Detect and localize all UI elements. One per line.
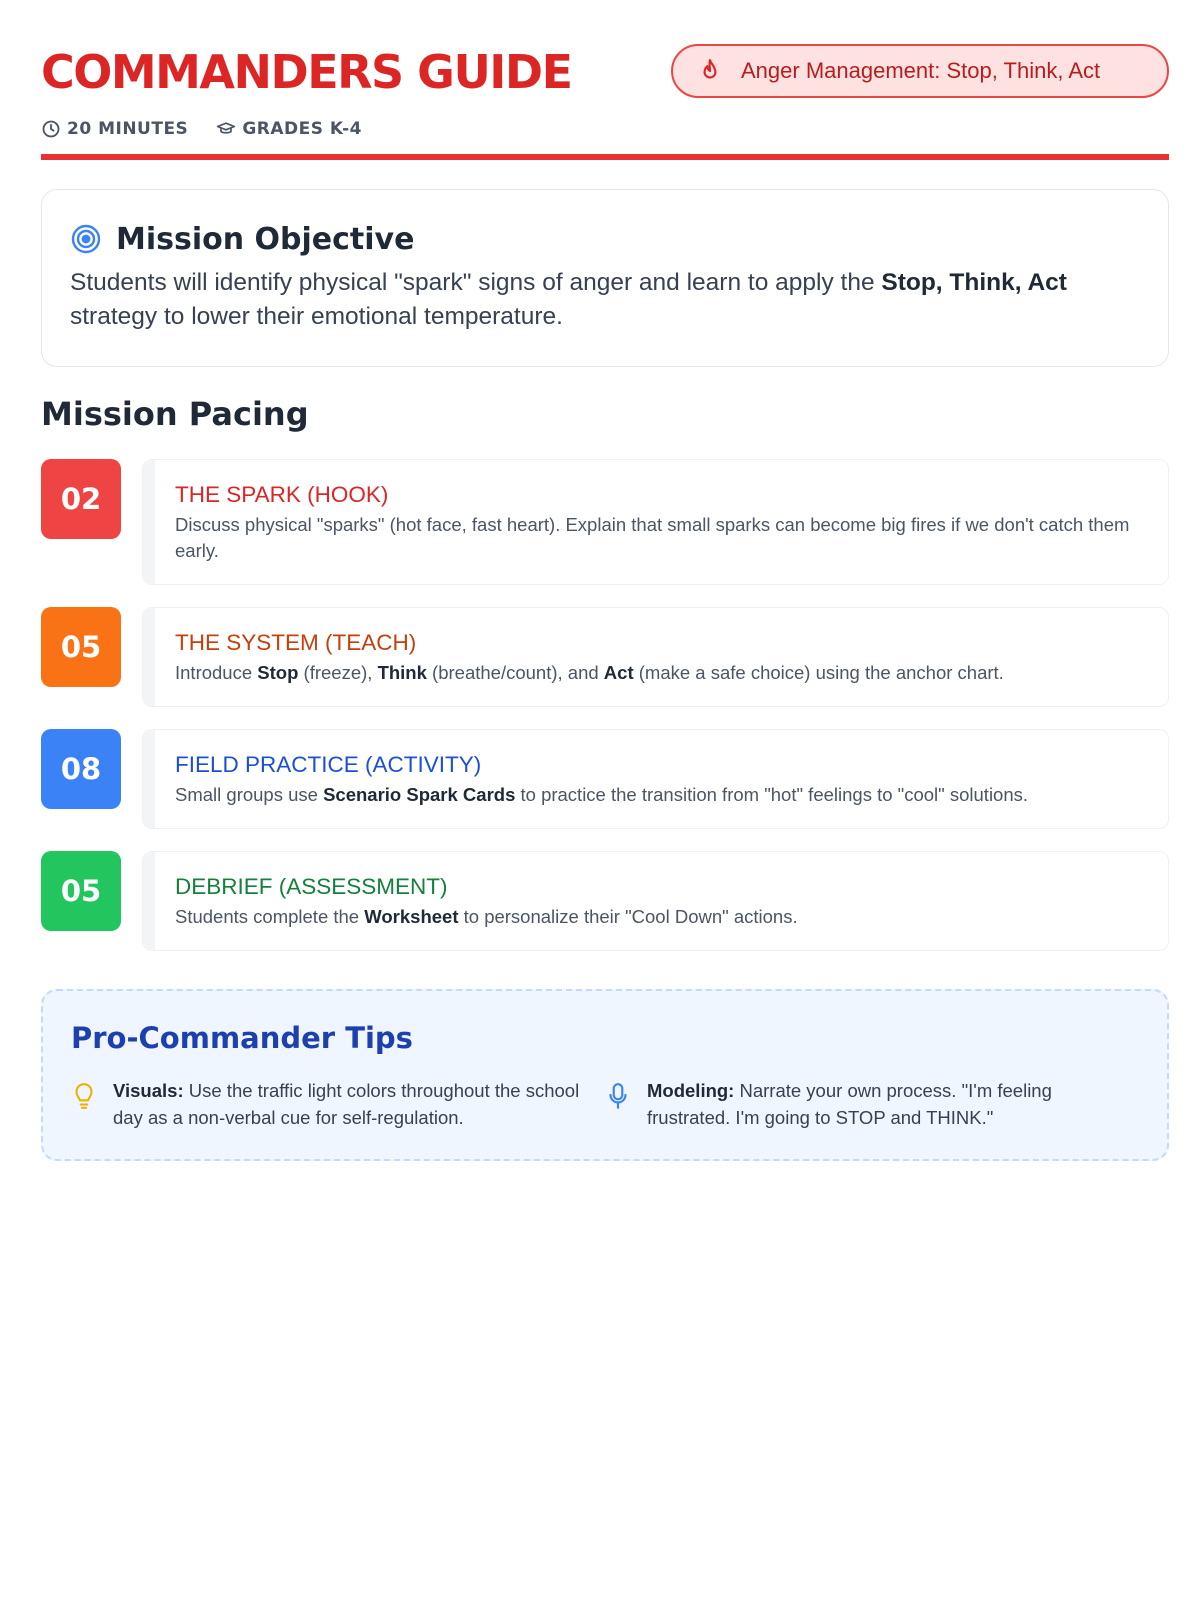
desc-bold: Think <box>377 662 427 683</box>
tip-label: Modeling: <box>647 1080 735 1101</box>
topic-label: Anger Management: Stop, Think, Act <box>741 58 1101 83</box>
step-minutes-badge: 02 <box>41 459 121 539</box>
pro-tips-panel <box>41 989 1169 1161</box>
header <box>41 44 1169 100</box>
clock-icon <box>41 119 61 139</box>
step-card <box>142 729 1169 829</box>
step-description <box>175 782 1138 808</box>
topic-badge <box>671 44 1169 98</box>
tips-list <box>71 1077 1139 1131</box>
page-title: COMMANDERS GUIDE <box>41 45 572 99</box>
step-name: THE SPARK (HOOK) <box>175 482 389 507</box>
graduation-cap-icon <box>216 119 236 139</box>
tip-body: Use the traffic light colors throughout the school day as a non-verbal cue for self-regulation. <box>113 1080 580 1128</box>
desc-text: Introduce <box>175 662 258 683</box>
desc-text: Students complete the <box>175 906 365 927</box>
tips-title: Pro-Commander Tips <box>71 1021 413 1055</box>
objective-text-start: Students will identify physical "spark" signs of anger and learn to apply the <box>70 269 882 296</box>
step-name: FIELD PRACTICE (ACTIVITY) <box>175 752 482 777</box>
meta-row <box>41 116 390 142</box>
duration-label: 20 MINUTES <box>67 119 189 139</box>
header-divider <box>41 154 1169 160</box>
objective-strategy: Stop, Think, Act <box>881 269 1067 296</box>
desc-text: to practice the transition from "hot" feelings to "cool" solutions. <box>515 784 1029 805</box>
objective-text-end: strategy to lower their emotional temperature. <box>70 303 563 330</box>
desc-bold: Scenario Spark Cards <box>323 784 516 805</box>
objective-title: Mission Objective <box>116 221 415 257</box>
objective-header <box>70 220 1140 258</box>
tip-item <box>605 1077 1139 1131</box>
lightbulb-icon <box>71 1081 97 1111</box>
desc-text: (freeze), <box>298 662 378 683</box>
tip-body: Narrate your own process. "I'm feeling frustrated. I'm going to STOP and THINK." <box>647 1080 1052 1128</box>
desc-text: Small groups use <box>175 784 324 805</box>
objective-text <box>70 266 1140 334</box>
step-minutes-badge: 08 <box>41 729 121 809</box>
target-icon <box>70 223 102 255</box>
step-minutes-badge: 05 <box>41 607 121 687</box>
desc-text: to personalize their "Cool Down" actions. <box>458 906 798 927</box>
desc-bold: Stop <box>257 662 299 683</box>
duration-meta <box>41 119 188 139</box>
microphone-icon <box>605 1081 631 1111</box>
step-card <box>142 851 1169 951</box>
mission-objective-card <box>41 189 1169 367</box>
step-minutes-badge: 05 <box>41 851 121 931</box>
step-name: THE SYSTEM (TEACH) <box>175 630 417 655</box>
desc-bold: Worksheet <box>364 906 459 927</box>
step-description: Discuss physical "sparks" (hot face, fast heart). Explain that small sparks can become big fires if we don't catch them early. <box>175 514 1130 561</box>
pacing-title: Mission Pacing <box>41 395 309 433</box>
step-description <box>175 904 1138 930</box>
tip-text <box>113 1077 605 1131</box>
step-name: DEBRIEF (ASSESSMENT) <box>175 874 448 899</box>
grades-label: GRADES K-4 <box>242 119 362 139</box>
step-card <box>142 607 1169 707</box>
step-description <box>175 660 1138 686</box>
desc-text: (breathe/count), and <box>426 662 604 683</box>
tip-text <box>647 1077 1139 1131</box>
step-card <box>142 459 1169 585</box>
grades-meta <box>216 119 362 139</box>
flame-icon <box>697 58 723 84</box>
desc-text: (make a safe choice) using the anchor chart. <box>633 662 1004 683</box>
tip-item <box>71 1077 605 1131</box>
desc-bold: Act <box>603 662 634 683</box>
tip-label: Visuals: <box>113 1080 184 1101</box>
